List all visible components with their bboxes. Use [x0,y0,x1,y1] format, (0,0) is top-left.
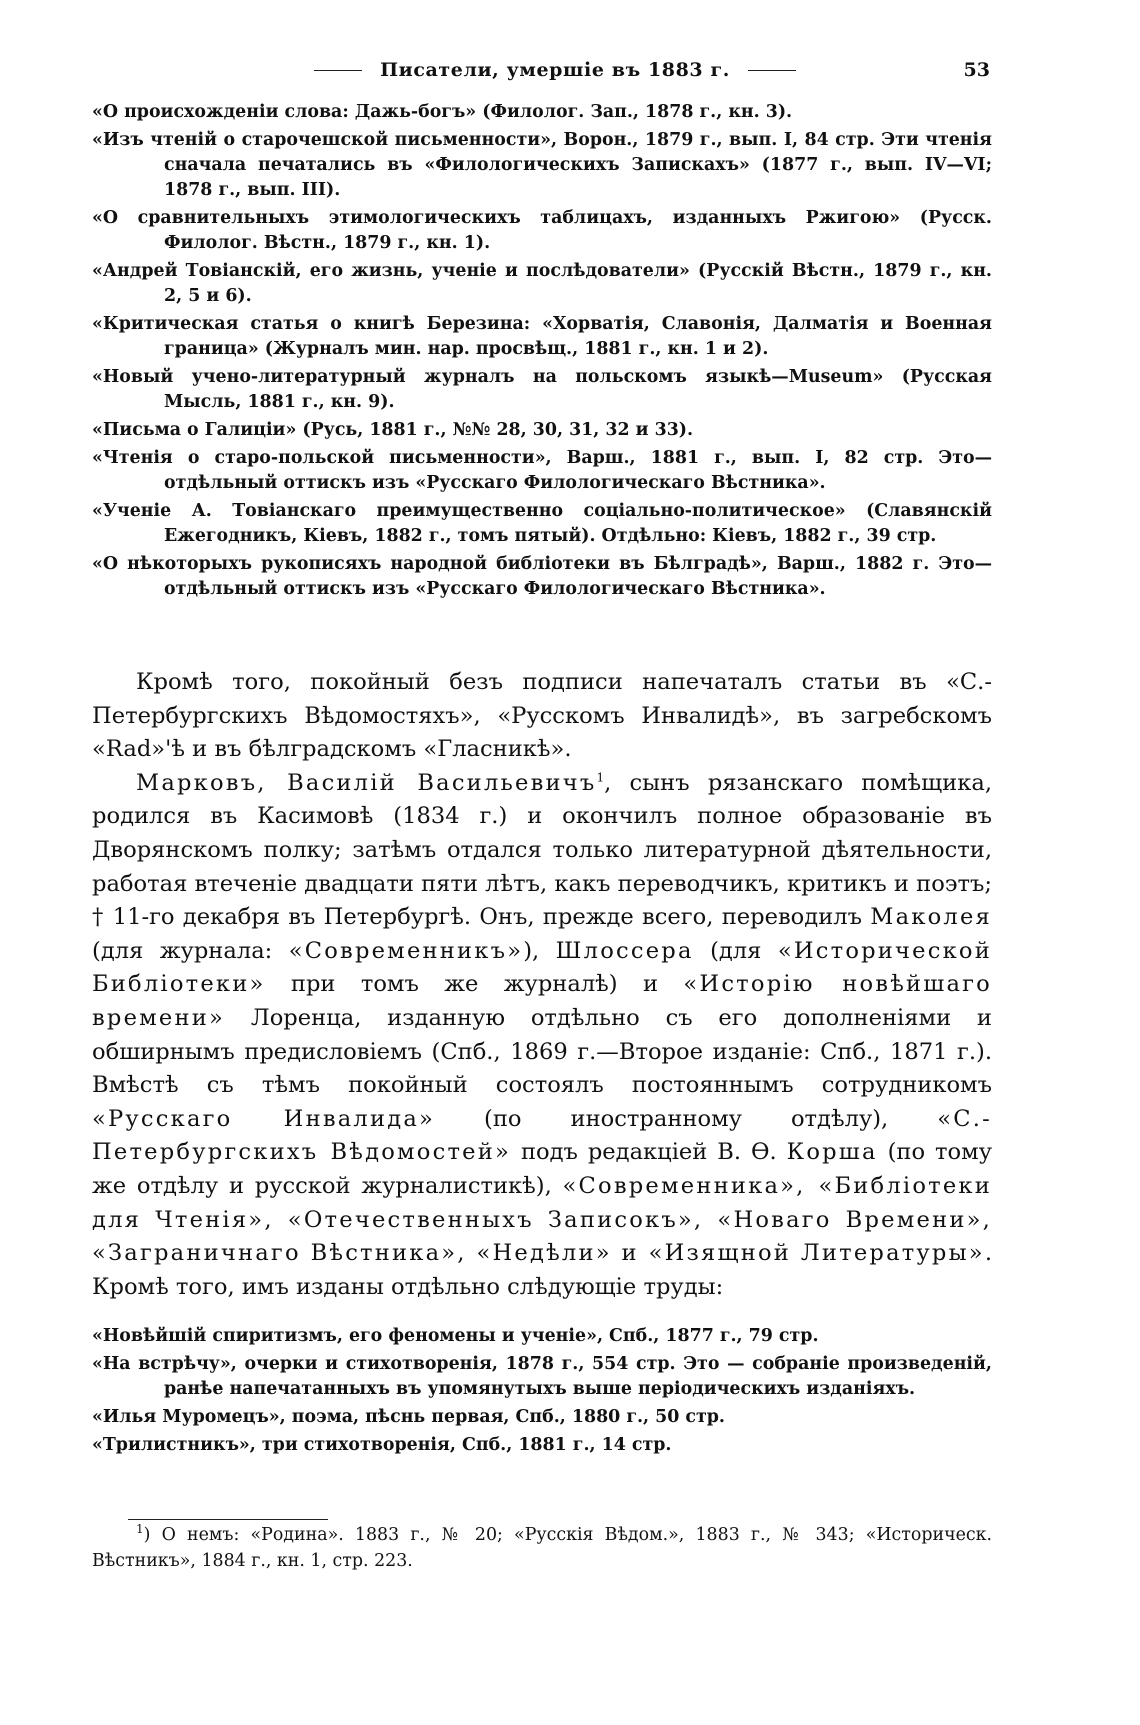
spaced-text: Маколея [870,904,992,931]
spaced-text: «С.-Петербургскихъ Вѣдомостей» [92,1105,992,1166]
spaced-text: «Современникъ» [288,937,524,964]
bib-entry: «Критическая статья о книгѣ Березина: «Хорватія, Славонія, Далматія и Военная граница» (Журналъ мин. нар. просвѣщ., 1881 г., кн. 1 и 2). [92,314,992,359]
header-rule-right [748,70,796,71]
footnote-divider [128,1519,328,1520]
footnote-mark: 1 [136,1522,144,1537]
bib-entry: «Илья Муромецъ», поэма, пѣснь первая, Спб., 1880 г., 50 стр. [92,1407,725,1427]
bib-entry: «О нѣкоторыхъ рукописяхъ народной библіотеки въ Бѣлградѣ», Варш., 1882 г. Это—отдѣльный оттискъ изъ «Русскаго Филологическаго Вѣстника». [92,554,992,599]
spaced-text: Шлоссера [555,937,694,964]
spaced-text: «Исторію новѣйшаго времени» [92,971,992,1031]
running-title: Писатели, умершіе въ 1883 г. [380,59,730,81]
bib-entry: «О сравнительныхъ этимологическихъ таблицахъ, изданныхъ Ржигою» (Русск. Филолог. Вѣстн., 1879 г., кн. 1). [92,208,992,253]
bib-entry: «Новый учено-литературный журналъ на польскомъ языкѣ—Museum» (Русская Мысль, 1881 г., кн. 9). [92,367,992,412]
running-header [120,52,990,88]
person-name: Марковъ, Василій Васильевичъ [136,769,597,796]
bib-entry: «Новѣйшій спиритизмъ, его феномены и ученіе», Спб., 1877 г., 79 стр. [92,1326,819,1346]
bib-entry: «О происхожденіи слова: Дажь-богъ» (Филолог. Зап., 1878 г., кн. 3). [92,102,793,122]
bib-entry: «На встрѣчу», очерки и стихотворенія, 1878 г., 554 стр. Это — собраніе произведеній, ранѣе напечатанныхъ въ упомянутыхъ выше періодическихъ изданіяхъ. [92,1354,992,1399]
bib-entry: «Чтенія о старо-польской письменности», Варш., 1881 г., вып. I, 82 стр. Это—отдѣльный оттискъ изъ «Русскаго Филологическаго Вѣстника». [92,448,992,493]
spaced-text: Корша [786,1139,878,1166]
page-number: 53 [963,59,990,81]
spaced-text: «Современника», «Библіотеки для Чтенія», «Отечественныхъ Записокъ», «Новаго Времени», «Заграничнаго Вѣстника», «Недѣли» и «Изящной Литературы» [92,1172,992,1267]
bibliography-list-bottom [92,1324,992,1461]
bib-entry: «Изъ чтеній о старочешской письменности», Ворон., 1879 г., вып. I, 84 стр. Эти чтенія сначала печатались въ «Филологическихъ Запискахъ» (1877 г., вып. IV—VI; 1878 г., вып. III). [92,130,992,200]
header-rule-left [314,70,362,71]
bib-entry: «Андрей Товіанскій, его жизнь, ученіе и послѣдователи» (Русскій Вѣстн., 1879 г., кн. 2, 5 и 6). [92,261,992,306]
bibliography-list-top [92,100,992,605]
spaced-text: «Русскаго Инвалида» [92,1105,436,1132]
spaced-text: «Исторической Библіотеки» [92,937,992,998]
body-paragraph: Кромѣ того, покойный безъ подписи напечаталъ статьи въ «С.-Петербургскихъ Вѣдомостяхъ», «Русскомъ Инвалидѣ», въ загребскомъ «Rad»'ѣ и въ бѣлградскомъ «Гласникѣ». [92,669,992,763]
footnote [92,1522,992,1574]
footnote-reference: 1 [596,770,605,785]
footnote-text: $^1$) О немъ: «Родина». 1883 г., № 20; «Русскія Вѣдом.», 1883 г., № 343; «Историческ. Вѣстникъ», 1884 г., кн. 1, стр. 223. [92,1522,992,1571]
main-text [92,666,992,1304]
body-paragraph-markov: Марковъ, Василій Васильевичъ$^1$, сынъ рязанскаго помѣщика, родился въ Касимовѣ (1834 г.) и окончилъ полное образованіе въ Дворянскомъ полку; затѣмъ отдался только литературной дѣятельности, работая втеченіе двадцати пяти лѣтъ, какъ переводчикъ, критикъ и поэтъ; † 11-го декабря въ Петербургѣ. Онъ, прежде всего, переводилъ Маколея (для журнала: «Современникъ»), Шлоссера (для «Исторической Библіотеки» при томъ же журналѣ) и «Исторію новѣйшаго времени» Лоренца, изданную отдѣльно съ его дополненіями и обширнымъ предисловіемъ (Спб., 1869 г.—Второе изданіе: Спб., 1871 г.). Вмѣстѣ съ тѣмъ покойный состоялъ постояннымъ сотрудникомъ «Русскаго Инвалида» (по иностранному отдѣлу), «С.-Петербургскихъ Вѣдомостей» подъ редакціей В. Ѳ. Корша (по тому же отдѣлу и русской журналистикѣ), «Современника», «Библіотеки для Чтенія», «Отечественныхъ Записокъ», «Новаго Времени», «Заграничнаго Вѣстника», «Недѣли» и «Изящной Литературы». Кромѣ того, имъ изданы отдѣльно слѣдующіе труды: [92,769,993,1300]
bib-entry: «Трилистникъ», три стихотворенія, Спб., 1881 г., 14 стр. [92,1435,672,1455]
bib-entry: «Ученіе А. Товіанскаго преимущественно соціально-политическое» (Славянскій Ежегодникъ, Кіевъ, 1882 г., томъ пятый). Отдѣльно: Кіевъ, 1882 г., 39 стр. [92,501,992,546]
bib-entry: «Письма о Галиціи» (Русь, 1881 г., №№ 28, 30, 31, 32 и 33). [92,420,694,440]
